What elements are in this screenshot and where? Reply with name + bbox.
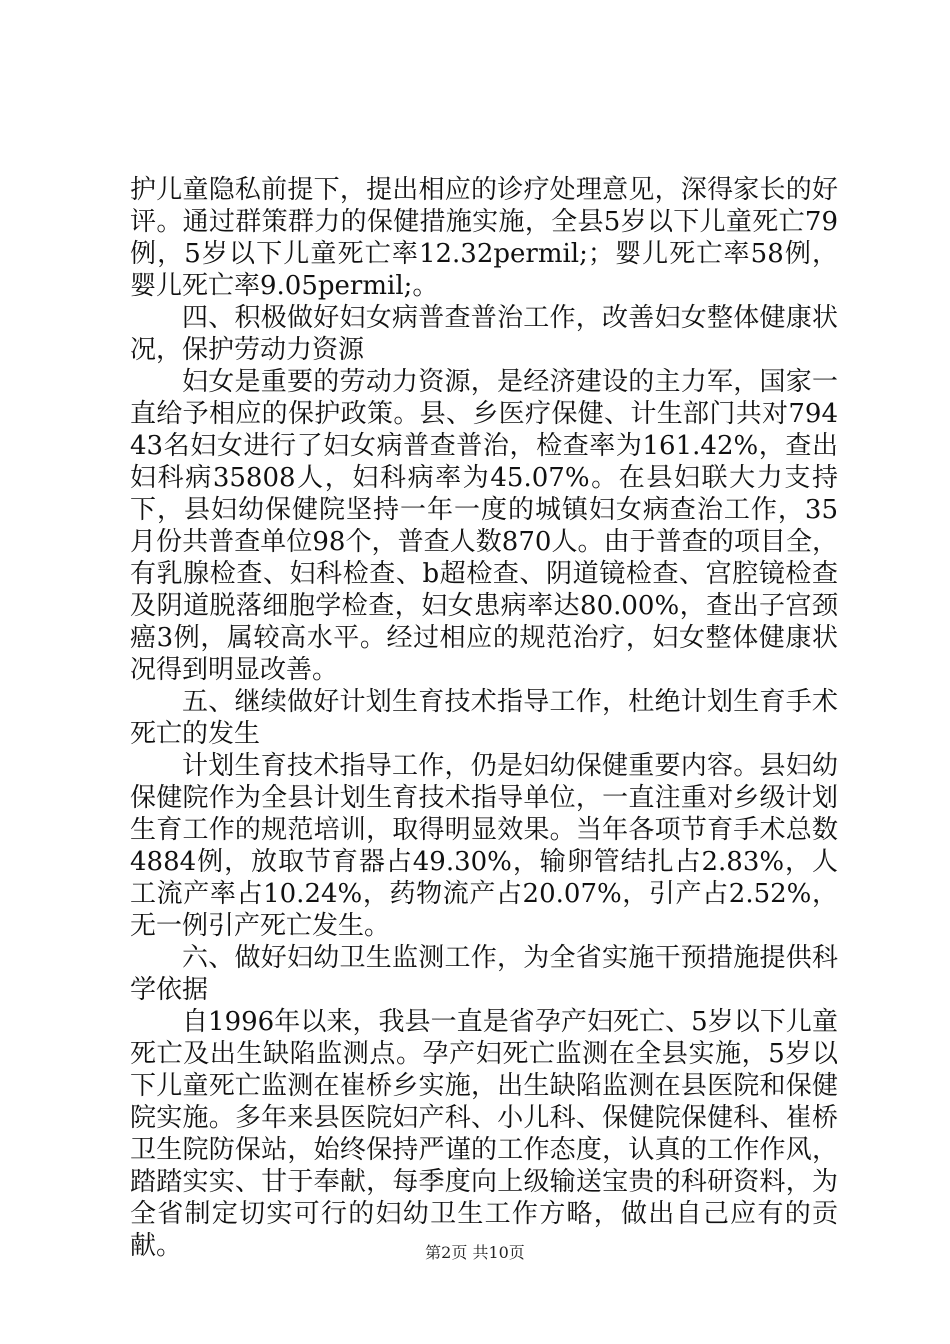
section-heading-4: 四、积极做好妇女病普查普治工作，改善妇女整体健康状况，保护劳动力资源 (130, 303, 838, 365)
section-heading-5: 五、继续做好计划生育技术指导工作，杜绝计划生育手术死亡的发生 (130, 687, 838, 749)
section-heading-6: 六、做好妇幼卫生监测工作，为全省实施干预措施提供科学依据 (130, 943, 838, 1005)
paragraph-monitoring: 自1996年以来，我县一直是省孕产妇死亡、5岁以下儿童死亡及出生缺陷监测点。孕产妇死亡监测在全县实施，5岁以下儿童死亡监测在崔桥乡实施，出生缺陷监测在县医院和保健院实施。多年来县医院妇产科、小儿科、保健院保健科、崔桥卫生院防保站，始终保持严谨的工作态度，认真的工作作风，踏踏实实、甘于奉献，每季度向上级输送宝贵的科研资料，为全省制定切实可行的妇幼卫生工作方略，做出自己应有的贡献。 (130, 1007, 838, 1261)
page-footer (0, 1243, 950, 1263)
page-number: 第2页 共10页 (425, 1243, 525, 1262)
paragraph-continuation: 护儿童隐私前提下，提出相应的诊疗处理意见，深得家长的好评。通过群策群力的保健措施实施，全县5岁以下儿童死亡79例，5岁以下儿童死亡率12.32permil;；婴儿死亡率58例，婴儿死亡率9.05permil;。 (130, 175, 838, 301)
document-body (130, 174, 838, 1262)
paragraph-women-health: 妇女是重要的劳动力资源，是经济建设的主力军，国家一直给予相应的保护政策。县、乡医疗保健、计生部门共对79443名妇女进行了妇女病普查普治，检查率为161.42%，查出妇科病35808人，妇科病率为45.07%。在县妇联大力支持下，县妇幼保健院坚持一年一度的城镇妇女病查治工作，35月份共普查单位98个，普查人数870人。由于普查的项目全，有乳腺检查、妇科检查、b超检查、阴道镜检查、宫腔镜检查及阴道脱落细胞学检查，妇女患病率达80.00%，查出子宫颈癌3例，属较高水平。经过相应的规范治疗，妇女整体健康状况得到明显改善。 (130, 367, 838, 685)
paragraph-family-planning: 计划生育技术指导工作，仍是妇幼保健重要内容。县妇幼保健院作为全县计划生育技术指导单位，一直注重对乡级计划生育工作的规范培训，取得明显效果。当年各项节育手术总数4884例，放取节育器占49.30%，输卵管结扎占2.83%，人工流产率占10.24%，药物流产占20.07%，引产占2.52%，无一例引产死亡发生。 (130, 751, 838, 941)
